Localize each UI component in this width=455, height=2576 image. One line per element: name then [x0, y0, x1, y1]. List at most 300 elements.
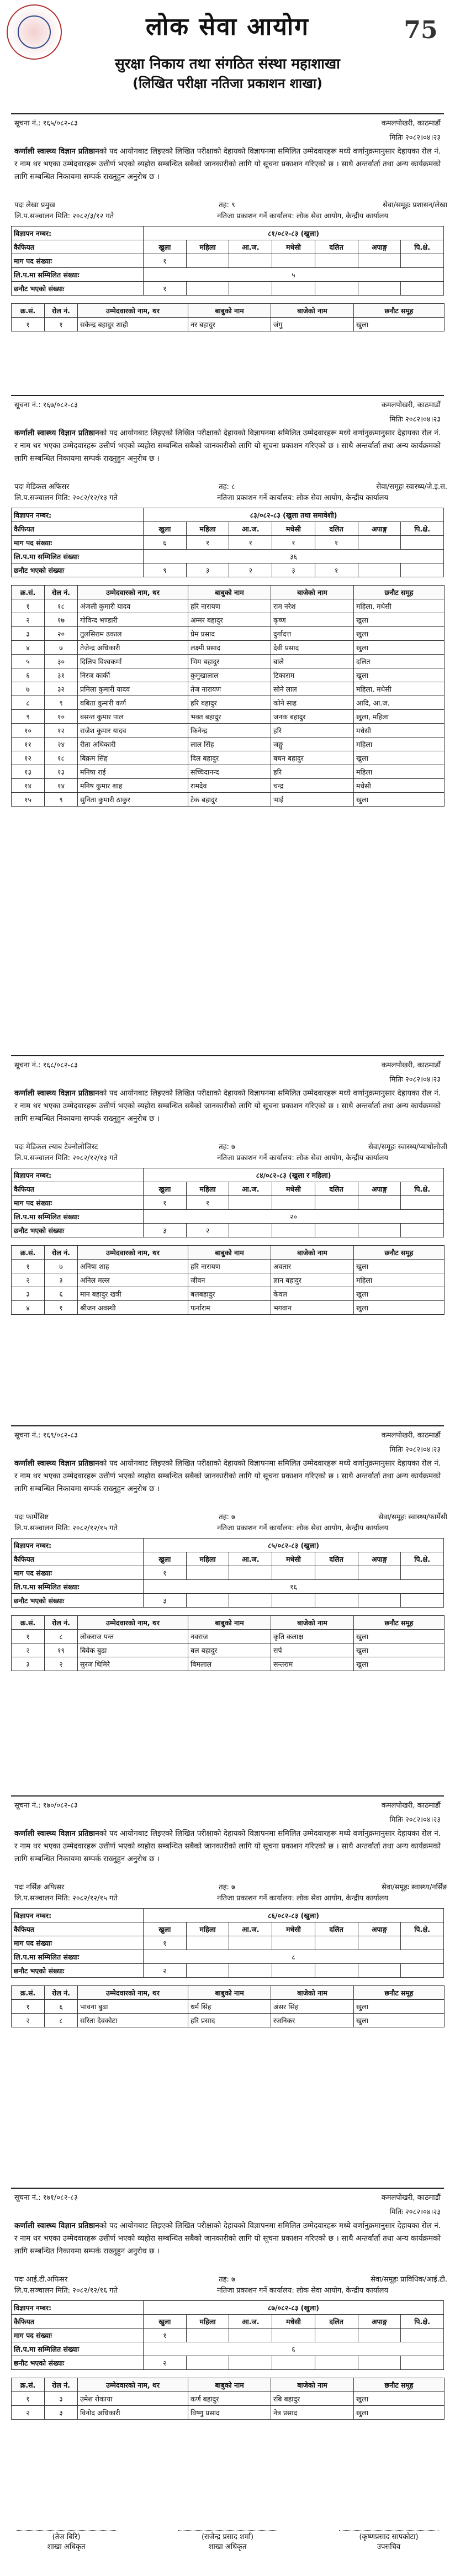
- notice-text: को पद आयोगबाट लिइएको लिखित परीक्षाको देहायको विज्ञापनमा समिलित उम्मेदवारहरू मध्ये वर्णानुक्रमानुसार देहायका रोल नं. र नाम थर भएका उम्मेदवारहरू उत्तीर्ण भएको व्यहोरा सम्बन्धित सबैको जानकारीको लागि यो सूचना प्रकाशन गरिएको छ । साथै अन्तर्वार्ता तथा अन्य कार्यक्रमको लागि सम्बन्धित निकायमा सम्पर्क राख्नुहुन अनुरोध छ ।: [14, 1089, 441, 1123]
- selected-count: [401, 1594, 444, 1608]
- results-table: [11, 1985, 445, 2027]
- commission-title: लोक सेवा आयोग: [146, 13, 309, 41]
- column-header: पि.क्षे.: [401, 522, 444, 536]
- table-cell: महिला: [354, 1273, 445, 1287]
- table-cell: ५: [12, 655, 45, 668]
- selected-count: [229, 1224, 272, 1237]
- table-header-row: [12, 304, 445, 318]
- table-cell: ८: [45, 1630, 78, 1643]
- selected-count: [401, 1224, 444, 1237]
- notice-block: [11, 2188, 447, 2420]
- publishing-office: नतिजा प्रकाशन गर्ने कार्यालय: लोक सेवा आयोग, केन्द्रीय कार्यालय: [216, 2287, 388, 2295]
- column-header: दलित: [315, 240, 358, 254]
- signature-line: [178, 2530, 277, 2531]
- table-cell: खुला: [354, 1630, 445, 1643]
- table-cell: जङ्गु: [271, 737, 354, 751]
- table-cell: मान बहादुर खत्री: [78, 1287, 188, 1301]
- column-header: कैफियत: [12, 1922, 144, 1936]
- column-header: दलित: [315, 2315, 358, 2329]
- passed-label: लि.प.मा सम्मिलित संख्याः: [12, 2342, 144, 2356]
- table-cell: सरिता देवकोटा: [78, 2014, 188, 2027]
- table-row: [12, 1168, 444, 1182]
- seat-count: [358, 1936, 401, 1950]
- selected-count: ३: [144, 1224, 187, 1237]
- table-cell: ४: [12, 641, 45, 655]
- column-header: रोल नं.: [45, 2378, 78, 2392]
- table-cell: हरि नारायण: [188, 599, 271, 613]
- table-cell: नेत्र प्रसाद: [271, 2406, 354, 2420]
- column-header: पि.क्षे.: [401, 1182, 444, 1196]
- column-header: छनौट समूह: [354, 1986, 445, 2000]
- table-cell: बिक्रम सिंह: [78, 751, 188, 765]
- table-row: [12, 2342, 444, 2356]
- notice-date: मितिः २०८२।०४।२३: [389, 1816, 441, 1824]
- selected-count: [358, 563, 401, 577]
- table-cell: दुर्गादत्त: [271, 627, 354, 641]
- table-cell: १४: [12, 779, 45, 793]
- seat-count: [272, 1936, 315, 1950]
- table-cell: १: [12, 1630, 45, 1643]
- selected-count: [315, 2356, 358, 2370]
- seat-count: [315, 2329, 358, 2342]
- table-cell: निरज कार्की: [78, 668, 188, 682]
- column-header: दलित: [315, 1552, 358, 1566]
- column-header: मधेसी: [272, 1182, 315, 1196]
- table-cell: खुला, महिला: [354, 710, 445, 724]
- seat-count: १: [144, 1566, 187, 1580]
- table-cell: महिला: [354, 765, 445, 779]
- column-header: दलित: [315, 522, 358, 536]
- notice-strip: [11, 2188, 444, 2205]
- table-cell: खुला: [354, 1287, 445, 1301]
- table-row: [12, 2392, 445, 2406]
- column-header: खुला: [144, 1182, 187, 1196]
- selected-label: छनौट भएको संख्याः: [12, 563, 144, 577]
- column-header: आ.ज.: [229, 240, 272, 254]
- notice-block: [11, 395, 447, 807]
- seat-count: [315, 254, 358, 268]
- office-location: कमलपोखरी, काठमाडौं: [381, 119, 441, 128]
- table-cell: खुला: [354, 793, 445, 807]
- table-cell: विनोद अधिकारी: [78, 2406, 188, 2420]
- column-header: आ.ज.: [229, 1552, 272, 1566]
- table-row: [12, 254, 444, 268]
- vacancy-table: [11, 226, 444, 296]
- table-cell: ७: [45, 1260, 78, 1273]
- seat-count: [272, 254, 315, 268]
- selected-count: [358, 1594, 401, 1608]
- notice-block: [11, 1055, 447, 1315]
- table-cell: खुला: [354, 2000, 445, 2014]
- selected-count: १: [315, 563, 358, 577]
- table-cell: मनिष कुमार शाह: [78, 779, 188, 793]
- results-table: [11, 1245, 445, 1315]
- service-group: सेवा/समूहः स्वास्थ्य/प्याथोलोजी: [368, 1143, 447, 1151]
- column-header: खुला: [144, 1552, 187, 1566]
- table-cell: दलित: [354, 655, 445, 668]
- signatory-title: उपसचिव: [377, 2543, 401, 2551]
- table-cell: भाई: [271, 793, 354, 807]
- table-cell: १: [12, 2392, 45, 2406]
- table-row: [12, 1287, 445, 1301]
- table-cell: जनक बहादुर: [271, 710, 354, 724]
- passed-count: ८: [144, 1950, 444, 1964]
- publishing-office: नतिजा प्रकाशन गर्ने कार्यालय: लोक सेवा आयोग, केन्द्रीय कार्यालय: [216, 1154, 388, 1162]
- post-name: पदः मेडिकल अफिसर: [14, 483, 70, 491]
- table-cell: १५: [12, 793, 45, 807]
- seat-count: १: [186, 536, 229, 550]
- exam-date: लि.प.सञ्चालन मिति: २०८२/१२/१५ गते: [14, 1894, 118, 1903]
- column-header: क्र.सं.: [12, 1616, 45, 1630]
- table-cell: २: [12, 1273, 45, 1287]
- selected-count: २: [229, 563, 272, 577]
- signatory-name: (राजेन्द्र प्रसाद शर्मा): [201, 2533, 254, 2541]
- passed-label: लि.प.मा सम्मिलित संख्याः: [12, 1210, 144, 1224]
- table-row: [12, 751, 445, 765]
- seat-count: [272, 1196, 315, 1210]
- adv-no-value: ८३/०८२-८३ (खुला तथा समावेशी): [144, 508, 444, 522]
- selected-count: [315, 282, 358, 296]
- institution-name: कर्णाली स्वास्थ्य विज्ञान प्रतिष्ठान: [14, 1829, 99, 1838]
- table-cell: बलबहादुर: [188, 1287, 271, 1301]
- column-header: रोल नं.: [45, 304, 78, 318]
- column-header: खुला: [144, 2315, 187, 2329]
- table-row: [12, 1539, 444, 1552]
- column-header: बाबुको नाम: [188, 1986, 271, 2000]
- selected-count: [229, 282, 272, 296]
- seat-count: १: [229, 536, 272, 550]
- table-cell: १२: [12, 751, 45, 765]
- seat-count: ६: [144, 536, 187, 550]
- post-meta: [11, 1510, 447, 1535]
- table-cell: तुलसिराम ढकाल: [78, 627, 188, 641]
- institution-name: कर्णाली स्वास्थ्य विज्ञान प्रतिष्ठान: [14, 1089, 99, 1098]
- table-cell: श्रीजन अवस्थी: [78, 1301, 188, 1315]
- table-cell: हरि बहादुर: [188, 696, 271, 710]
- seat-count: [272, 2329, 315, 2342]
- notice-date: मितिः २०८२।०४।२३: [389, 1076, 441, 1084]
- table-cell: रामदेव: [188, 779, 271, 793]
- post-count-label: माग पद संख्याः: [12, 1936, 144, 1950]
- column-header: क्र.सं.: [12, 586, 45, 599]
- seat-count: [186, 1936, 229, 1950]
- table-cell: धर्म सिंह: [188, 2000, 271, 2014]
- table-row: [12, 268, 444, 282]
- table-cell: खुला: [354, 751, 445, 765]
- table-cell: केवल: [271, 1287, 354, 1301]
- table-cell: २: [12, 2014, 45, 2027]
- table-cell: १८: [45, 599, 78, 613]
- notice-text: को पद आयोगबाट लिइएको लिखित परीक्षाको देहायको विज्ञापनमा समिलित उम्मेदवारहरू मध्ये वर्णानुक्रमानुसार देहायका रोल नं. र नाम थर भएका उम्मेदवारहरू उत्तीर्ण भएको व्यहोरा सम्बन्धित सबैको जानकारीको लागि यो सूचना प्रकाशन गरिएको छ । साथै अन्तर्वार्ता तथा अन्य कार्यक्रमको लागि सम्बन्धित निकायमा सम्पर्क राख्नुहुन अनुरोध छ ।: [14, 147, 441, 181]
- table-cell: ९: [45, 696, 78, 710]
- seat-count: [358, 2329, 401, 2342]
- table-cell: भावना बुढा: [78, 2000, 188, 2014]
- post-count-label: माग पद संख्याः: [12, 1566, 144, 1580]
- table-cell: कृति कलाक्ष: [271, 1630, 354, 1643]
- passed-count: १६: [144, 1580, 444, 1594]
- adv-no-label: विज्ञापन नम्बर:: [12, 2301, 144, 2315]
- table-row: [12, 724, 445, 737]
- seat-count: [272, 1566, 315, 1580]
- signatory-name: (कृष्णप्रसाद सापकोटा): [359, 2533, 419, 2541]
- table-cell: ७: [12, 682, 45, 696]
- column-header: महिला: [186, 522, 229, 536]
- service-group: सेवा/समूहः स्वास्थ्य/नर्सिङ: [381, 1883, 447, 1892]
- column-header: बाबुको नाम: [188, 586, 271, 599]
- notice-number: सूचना नं.: १६५/०८२-८३: [14, 119, 78, 128]
- seat-count: [229, 1936, 272, 1950]
- column-header: आ.ज.: [229, 2315, 272, 2329]
- office-location: कमलपोखरी, काठमाडौं: [381, 1801, 441, 1810]
- selected-label: छनौट भएको संख्याः: [12, 282, 144, 296]
- notice-number: सूचना नं.: १७१/०८२-८३: [14, 2194, 78, 2202]
- seat-count: [401, 254, 444, 268]
- column-header: बाजेको नाम: [271, 1616, 354, 1630]
- table-cell: टेक बहादुर: [188, 793, 271, 807]
- table-row: [12, 1260, 445, 1273]
- table-cell: खुला: [354, 1260, 445, 1273]
- column-header: खुला: [144, 240, 187, 254]
- selected-count: [229, 1964, 272, 1978]
- institution-name: कर्णाली स्वास्थ्य विज्ञान प्रतिष्ठान: [14, 1459, 99, 1468]
- publishing-office: नतिजा प्रकाशन गर्ने कार्यालय: लोक सेवा आयोग, केन्द्रीय कार्यालय: [216, 212, 388, 220]
- selected-count: ३: [144, 1594, 187, 1608]
- vacancy-table: [11, 1908, 444, 1978]
- notice-strip: [11, 113, 444, 131]
- column-header: बाजेको नाम: [271, 1246, 354, 1260]
- exam-date: लि.प.सञ्चालन मिति: २०८२/१२/१६ गते: [14, 2287, 118, 2295]
- seat-count: [358, 1196, 401, 1210]
- column-header: बाजेको नाम: [271, 1986, 354, 2000]
- passed-label: लि.प.मा सम्मिलित संख्याः: [12, 550, 144, 563]
- table-row: [12, 2014, 445, 2027]
- column-header: उम्मेदवारको नाम, थर: [78, 2378, 188, 2392]
- institution-name: कर्णाली स्वास्थ्य विज्ञान प्रतिष्ठान: [14, 429, 99, 438]
- column-header: अपाङ्ग: [358, 1552, 401, 1566]
- table-cell: टिकाराम: [271, 668, 354, 682]
- notice-date: मितिः २०८२।०४।२३: [389, 415, 441, 424]
- table-cell: सोने लाल: [271, 682, 354, 696]
- column-header: अपाङ्ग: [358, 522, 401, 536]
- seat-count: [186, 254, 229, 268]
- publishing-office: नतिजा प्रकाशन गर्ने कार्यालय: लोक सेवा आयोग, केन्द्रीय कार्यालय: [216, 494, 388, 502]
- results-table: [11, 2378, 445, 2420]
- post-name: पदः नर्सिङ अफिसर: [14, 1883, 65, 1892]
- table-cell: अंजली कुमारी यादव: [78, 599, 188, 613]
- post-meta: [11, 2273, 447, 2297]
- adv-no-label: विज्ञापन नम्बर:: [12, 1168, 144, 1182]
- selected-count: [186, 2356, 229, 2370]
- table-row: [12, 793, 445, 807]
- column-header: मधेसी: [272, 1552, 315, 1566]
- seat-count: १: [144, 1936, 187, 1950]
- table-cell: कर्ण बहादुर: [188, 2392, 271, 2406]
- table-row: [12, 655, 445, 668]
- column-header: महिला: [186, 1922, 229, 1936]
- table-row: [12, 1594, 444, 1608]
- table-cell: ३: [12, 627, 45, 641]
- table-cell: अंसर सिंह: [271, 2000, 354, 2014]
- table-cell: कुमुखालाल: [188, 668, 271, 682]
- notice-number: सूचना नं.: १६७/०८२-८३: [14, 401, 78, 409]
- seat-count: १: [144, 254, 187, 268]
- passed-count: ३६: [144, 550, 444, 563]
- post-count-label: माग पद संख्याः: [12, 254, 144, 268]
- column-header: छनौट समूह: [354, 1616, 445, 1630]
- table-row: [12, 1552, 444, 1566]
- table-cell: ३: [45, 2406, 78, 2420]
- table-row: [12, 710, 445, 724]
- table-cell: प्रेम प्रसाद: [188, 627, 271, 641]
- table-cell: आदि, आ.ज.: [354, 696, 445, 710]
- passed-label: लि.प.मा सम्मिलित संख्याः: [12, 268, 144, 282]
- signature-line: [339, 2530, 438, 2531]
- anniversary-logo-icon: 75: [404, 15, 438, 44]
- selected-count: [401, 563, 444, 577]
- selected-count: [315, 1594, 358, 1608]
- table-row: [12, 1630, 445, 1643]
- table-cell: अनिषा शाह: [78, 1260, 188, 1273]
- column-header: क्र.सं.: [12, 1986, 45, 2000]
- selected-count: ३: [272, 563, 315, 577]
- table-row: [12, 1580, 444, 1594]
- table-cell: १०: [45, 710, 78, 724]
- table-header-row: [12, 586, 445, 599]
- adv-no-value: ८१/०८२-८३ (खुला): [144, 226, 444, 240]
- post-level: तह: ८: [219, 483, 235, 491]
- post-name: पदः लेखा प्रमुख: [14, 201, 55, 209]
- signatory-title: शाखा अधिकृत: [47, 2543, 86, 2551]
- table-row: [12, 641, 445, 655]
- table-cell: बसन्त कुमार पाल: [78, 710, 188, 724]
- adv-no-value: ८५/०८२-८३ (खुला): [144, 1539, 444, 1552]
- table-cell: रीता अधिकारी: [78, 737, 188, 751]
- seat-count: १: [186, 1196, 229, 1210]
- table-row: [12, 613, 445, 627]
- post-count-label: माग पद संख्याः: [12, 1196, 144, 1210]
- notice-body: [11, 425, 444, 480]
- section-title: (लिखित परीक्षा नतिजा प्रकाशन शाखा): [132, 76, 323, 91]
- notice-text: को पद आयोगबाट लिइएको लिखित परीक्षाको देहायको विज्ञापनमा समिलित उम्मेदवारहरू मध्ये वर्णानुक्रमानुसार देहायका रोल नं. र नाम थर भएका उम्मेदवारहरू उत्तीर्ण भएको व्यहोरा सम्बन्धित सबैको जानकारीको लागि यो सूचना प्रकाशन गरिएको छ । साथै अन्तर्वार्ता तथा अन्य कार्यक्रमको लागि सम्बन्धित निकायमा सम्पर्क राख्नुहुन अनुरोध छ ।: [14, 1459, 441, 1493]
- column-header: छनौट समूह: [354, 2378, 445, 2392]
- table-row: [12, 522, 444, 536]
- notice-text: को पद आयोगबाट लिइएको लिखित परीक्षाको देहायको विज्ञापनमा समिलित उम्मेदवारहरू मध्ये वर्णानुक्रमानुसार देहायका रोल नं. र नाम थर भएका उम्मेदवारहरू उत्तीर्ण भएको व्यहोरा सम्बन्धित सबैको जानकारीको लागि यो सूचना प्रकाशन गरिएको छ । साथै अन्तर्वार्ता तथा अन्य कार्यक्रमको लागि सम्बन्धित निकायमा सम्पर्क राख्नुहुन अनुरोध छ ।: [14, 1829, 441, 1863]
- notice-body: [11, 1825, 444, 1880]
- table-cell: हरि प्रसाद: [188, 2014, 271, 2027]
- selected-count: [401, 2356, 444, 2370]
- table-cell: रजनिकर: [271, 2014, 354, 2027]
- post-meta: [11, 1880, 447, 1905]
- exam-date: लि.प.सञ्चालन मिति: २०८२/३/१२ गते: [14, 212, 114, 220]
- table-row: [12, 1909, 444, 1922]
- table-cell: अवतार: [271, 1260, 354, 1273]
- results-table: [11, 1615, 445, 1671]
- column-header: दलित: [315, 1922, 358, 1936]
- signature-line: [17, 2530, 116, 2531]
- selected-count: १: [144, 282, 187, 296]
- document-header: [0, 0, 455, 110]
- table-row: [12, 508, 444, 522]
- table-cell: दिल बहादुर: [188, 751, 271, 765]
- selected-label: छनौट भएको संख्याः: [12, 1594, 144, 1608]
- table-cell: १: [12, 318, 45, 331]
- column-header: मधेसी: [272, 1922, 315, 1936]
- table-cell: महिला: [354, 737, 445, 751]
- table-cell: महिला, मधेसी: [354, 682, 445, 696]
- table-row: [12, 318, 445, 331]
- column-header: बाबुको नाम: [188, 1616, 271, 1630]
- table-cell: महिला, मधेसी: [354, 599, 445, 613]
- publishing-office: नतिजा प्रकाशन गर्ने कार्यालय: लोक सेवा आयोग, केन्द्रीय कार्यालय: [216, 1524, 388, 1532]
- table-header-row: [12, 2378, 445, 2392]
- table-cell: ३: [45, 2392, 78, 2406]
- seat-count: [229, 2329, 272, 2342]
- notice-number: सूचना नं.: १७०/०८२-८३: [14, 1801, 78, 1810]
- results-table: [11, 303, 445, 331]
- notice-number: सूचना नं.: १६९/०८२-८३: [14, 1431, 78, 1440]
- notice-strip: [11, 395, 444, 413]
- column-header: बाजेको नाम: [271, 304, 354, 318]
- selected-count: [358, 2356, 401, 2370]
- table-row: [12, 1936, 444, 1950]
- post-level: तह: ७: [219, 1513, 235, 1521]
- column-header: अपाङ्ग: [358, 240, 401, 254]
- seat-count: १: [315, 536, 358, 550]
- table-cell: कृष्ण: [271, 613, 354, 627]
- table-row: [12, 1301, 445, 1315]
- table-row: [12, 696, 445, 710]
- column-header: कैफियत: [12, 2315, 144, 2329]
- table-cell: खुला: [354, 2392, 445, 2406]
- table-cell: राम नरेश: [271, 599, 354, 613]
- table-cell: ६: [45, 1287, 78, 1301]
- table-cell: ३: [12, 1287, 45, 1301]
- post-level: तह: ७: [219, 1143, 235, 1151]
- results-table: [11, 585, 445, 807]
- table-row: [12, 550, 444, 563]
- table-cell: १: [12, 2000, 45, 2014]
- column-header: महिला: [186, 1552, 229, 1566]
- column-header: रोल नं.: [45, 586, 78, 599]
- table-cell: विष्णु प्रसाद: [188, 2406, 271, 2420]
- table-row: [12, 240, 444, 254]
- selected-count: [272, 2356, 315, 2370]
- notice-block: [11, 113, 447, 331]
- office-location: कमलपोखरी, काठमाडौं: [381, 1061, 441, 1070]
- column-header: अपाङ्ग: [358, 2315, 401, 2329]
- exam-date: लि.प.सञ्चालन मिति: २०८२/१२/१३ गते: [14, 494, 118, 502]
- seat-count: [315, 1936, 358, 1950]
- column-header: उम्मेदवारको नाम, थर: [78, 1616, 188, 1630]
- table-cell: ७: [45, 641, 78, 655]
- column-header: उम्मेदवारको नाम, थर: [78, 586, 188, 599]
- table-cell: चन्द्र: [271, 779, 354, 793]
- vacancy-table: [11, 2300, 444, 2370]
- selected-count: २: [144, 2356, 187, 2370]
- table-cell: किनेन्द्र: [188, 724, 271, 737]
- adv-no-value: ८६/०८२-८३ (खुला): [144, 1909, 444, 1922]
- table-row: [12, 1922, 444, 1936]
- table-cell: २४: [45, 737, 78, 751]
- table-row: [12, 1657, 445, 1671]
- selected-count: २: [144, 1964, 187, 1978]
- table-cell: १: [45, 318, 78, 331]
- seat-count: [401, 2329, 444, 2342]
- notice-body: [11, 1455, 444, 1510]
- column-header: पि.क्षे.: [401, 2315, 444, 2329]
- table-cell: १८: [45, 751, 78, 765]
- institution-name: कर्णाली स्वास्थ्य विज्ञान प्रतिष्ठान: [14, 147, 99, 156]
